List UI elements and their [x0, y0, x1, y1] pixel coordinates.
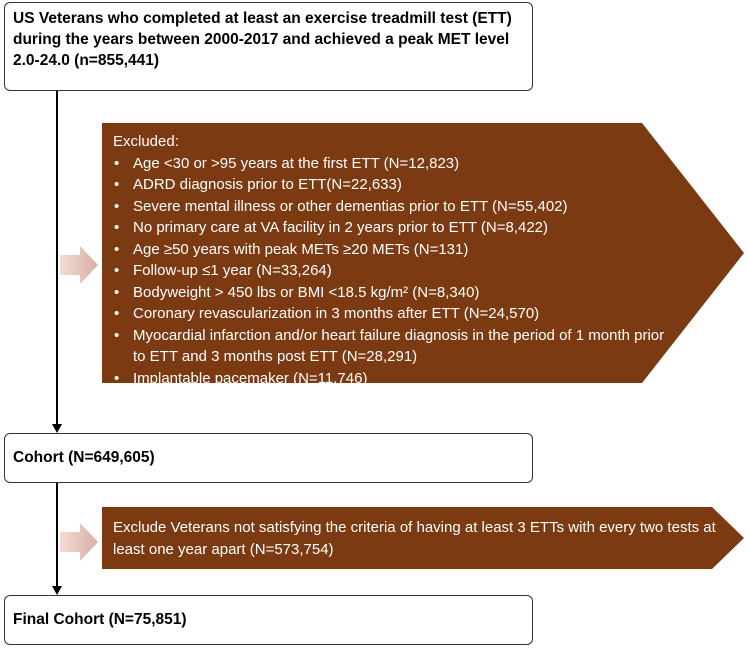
list-item: • Age ≥50 years with peak METs ≥20 METs (N=131) — [113, 239, 673, 261]
list-item: • No primary care at VA facility in 2 years prior to ETT (N=8,422) — [113, 217, 673, 239]
exclusion-title: Excluded: — [113, 133, 179, 150]
exclusion-arrow-icon — [60, 246, 100, 284]
arrow-down-icon — [52, 424, 62, 433]
arrow-down-icon — [52, 586, 62, 595]
exclusion-text-2: Exclude Veterans not satisfying the criteria of having at least 3 ETTs with every two tests at least one year apart (N=573,754) — [113, 519, 716, 558]
cohort-text: Cohort (N=649,605) — [13, 449, 155, 466]
source-population-box — [4, 2, 533, 91]
cohort-box — [4, 433, 533, 483]
list-item: • Myocardial infarction and/or heart failure diagnosis in the period of 1 month prior to ETT and 3 months post ETT (N=28,291) — [113, 325, 673, 368]
list-item: • Implantable pacemaker (N=11,746) — [113, 368, 673, 390]
source-population-text: US Veterans who completed at least an exercise treadmill test (ETT) during the years between 2000-2017 and achieved a peak MET level 2.0-24.0 (n=855,441) — [13, 10, 512, 69]
exclusion-list-1 — [113, 131, 673, 411]
list-item: • Follow-up ≤1 year (N=33,264) — [113, 260, 673, 282]
list-item: • ADRD diagnosis prior to ETT(N=22,633) — [113, 174, 673, 196]
list-item: • Coronary revascularization in 3 months after ETT (N=24,570) — [113, 303, 673, 325]
exclusion-items — [113, 153, 673, 411]
exclusion-arrow-icon — [60, 523, 100, 561]
list-item: • Severe mental illness or other dementias prior to ETT (N=55,402) — [113, 196, 673, 218]
list-item: • Age <30 or >95 years at the first ETT (N=12,823) — [113, 153, 673, 175]
flow-line-bottom — [56, 483, 58, 587]
final-cohort-box — [4, 595, 533, 645]
flow-line-top — [56, 91, 58, 424]
list-item: • Bodyweight > 450 lbs or BMI <18.5 kg/m² (N=8,340) — [113, 282, 673, 304]
list-item: • Inconsistent death date (N=213) — [113, 389, 673, 411]
final-cohort-text: Final Cohort (N=75,851) — [13, 611, 187, 628]
